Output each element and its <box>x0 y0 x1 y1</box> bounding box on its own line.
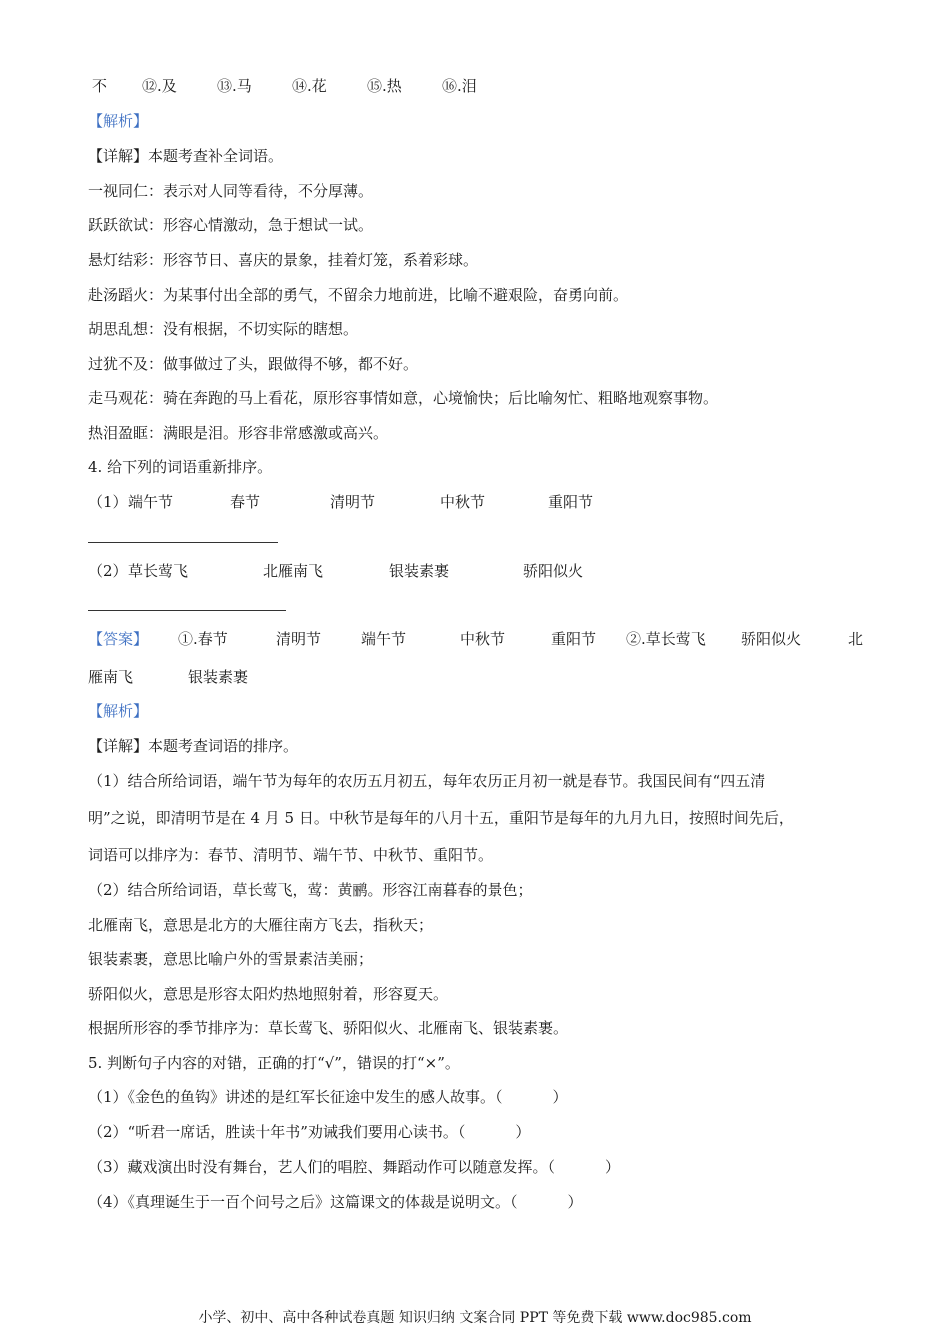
explanation-line: 骄阳似火，意思是形容太阳灼热地照射着，形容夏天。 <box>88 985 449 1003</box>
explanation-line: 明”之说，即清明节是在 4 月 5 日。中秋节是每年的八月十五，重阳节是每年的九月九日，按照时间先后， <box>88 809 794 827</box>
judge-item <box>88 1157 620 1177</box>
word-item: 春节 <box>230 493 261 511</box>
explanation-line: 跃跃欲试：形容心情激动，急于想试一试。 <box>88 216 374 234</box>
detail-tag: 【详解】 <box>88 147 149 165</box>
judge-item-close: ） <box>515 1123 531 1141</box>
explanation-line: 北雁南飞，意思是北方的大雁往南方飞去，指秋天； <box>88 916 434 934</box>
answer-blank-1[interactable] <box>88 542 278 543</box>
explanation-line: 赴汤蹈火：为某事付出全部的勇气，不留余力地前进，比喻不避艰险，奋勇向前。 <box>88 286 629 304</box>
explanation-line: 热泪盈眶：满眼是泪。形容非常感激或高兴。 <box>88 424 389 442</box>
answer-word: 中秋节 <box>460 630 506 648</box>
answer-word: 清明节 <box>276 630 322 648</box>
judge-item-close: ） <box>567 1193 583 1211</box>
explanation-line: 词语可以排序为：春节、清明节、端午节、中秋节、重阳节。 <box>88 846 494 864</box>
answer-word: 骄阳似火 <box>741 630 802 648</box>
answer-word: ①.春节 <box>178 630 228 648</box>
judge-item-text: （4）《真理诞生于一百个问号之后》这篇课文的体裁是说明文。（ <box>88 1193 518 1211</box>
judge-item-close: ） <box>605 1158 621 1176</box>
answer-item-14: ⑭.花 <box>292 77 327 95</box>
answer-word: ②.草长莺飞 <box>626 630 706 648</box>
part-2-label: （2） <box>88 562 128 580</box>
explanation-line: （2）结合所给词语，草长莺飞，莺：黄鹂。形容江南暮春的景色； <box>88 881 533 899</box>
analysis-tag: 【解析】 <box>88 702 149 720</box>
word-item: 中秋节 <box>440 493 486 511</box>
explanation-line: 胡思乱想：没有根据，不切实际的瞎想。 <box>88 320 359 338</box>
explanation-line: 一视同仁：表示对人同等看待，不分厚薄。 <box>88 182 374 200</box>
judge-item-text: （2）“听君一席话，胜读十年书”劝诫我们要用心读书。（ <box>88 1123 466 1141</box>
answer-word: 端午节 <box>361 630 407 648</box>
judge-item <box>88 1122 530 1142</box>
word-item: 骄阳似火 <box>523 562 584 580</box>
word-item: 北雁南飞 <box>263 562 324 580</box>
judge-item-close: ） <box>552 1088 568 1106</box>
question-4-title: 4. 给下列的词语重新排序。 <box>88 458 273 476</box>
judge-item-text: （3）藏戏演出时没有舞台，艺人们的唱腔、舞蹈动作可以随意发挥。（ <box>88 1158 556 1176</box>
explanation-line: 过犹不及：做事做过了头，跟做得不够，都不好。 <box>88 355 419 373</box>
judge-item-text: （1）《金色的鱼钩》讲述的是红军长征途中发生的感人故事。（ <box>88 1088 503 1106</box>
explanation-line: 走马观花：骑在奔跑的马上看花，原形容事情如意，心境愉快；后比喻匆忙、粗略地观察事物。 <box>88 389 719 407</box>
word-item: 银装素裹 <box>389 562 450 580</box>
detail-text: 本题考查词语的排序。 <box>148 737 299 755</box>
word-item: 端午节 <box>128 493 174 511</box>
answer-fragment: 不 <box>92 77 108 95</box>
analysis-tag: 【解析】 <box>88 112 149 130</box>
detail-tag: 【详解】 <box>88 737 149 755</box>
explanation-line: 悬灯结彩：形容节日、喜庆的景象，挂着灯笼，系着彩球。 <box>88 251 479 269</box>
detail-line <box>88 146 283 166</box>
answer-word: 重阳节 <box>551 630 597 648</box>
word-item: 清明节 <box>330 493 376 511</box>
explanation-line: 根据所形容的季节排序为：草长莺飞、骄阳似火、北雁南飞、银装素裹。 <box>88 1019 569 1037</box>
answer-item-13: ⑬.马 <box>217 77 252 95</box>
answer-item-15: ⑮.热 <box>367 77 402 95</box>
answer-word: 雁南飞 <box>88 668 134 686</box>
answer-word: 北 <box>848 630 864 648</box>
detail-line <box>88 736 298 756</box>
answer-blank-2[interactable] <box>88 610 286 611</box>
explanation-line: 银装素裹，意思比喻户外的雪景素洁美丽； <box>88 950 374 968</box>
answer-word: 银装素裹 <box>188 668 249 686</box>
answer-item-16: ⑯.泪 <box>442 77 477 95</box>
detail-text: 本题考查补全词语。 <box>148 147 284 165</box>
word-item: 草长莺飞 <box>128 562 189 580</box>
judge-item <box>88 1087 568 1107</box>
question-5-title: 5. 判断句子内容的对错，正确的打“√”，错误的打“×”。 <box>88 1054 460 1072</box>
answer-item-12: ⑫.及 <box>142 77 177 95</box>
word-item: 重阳节 <box>548 493 594 511</box>
part-1-label: （1） <box>88 493 128 511</box>
page-footer: 小学、初中、高中各种试卷真题 知识归纳 文案合同 PPT 等免费下载 www.doc985.com <box>198 1310 752 1326</box>
judge-item <box>88 1192 583 1212</box>
explanation-line: （1）结合所给词语，端午节为每年的农历五月初五，每年农历正月初一就是春节。我国民间有“四五清 <box>88 772 766 790</box>
answer-tag: 【答案】 <box>88 630 149 648</box>
